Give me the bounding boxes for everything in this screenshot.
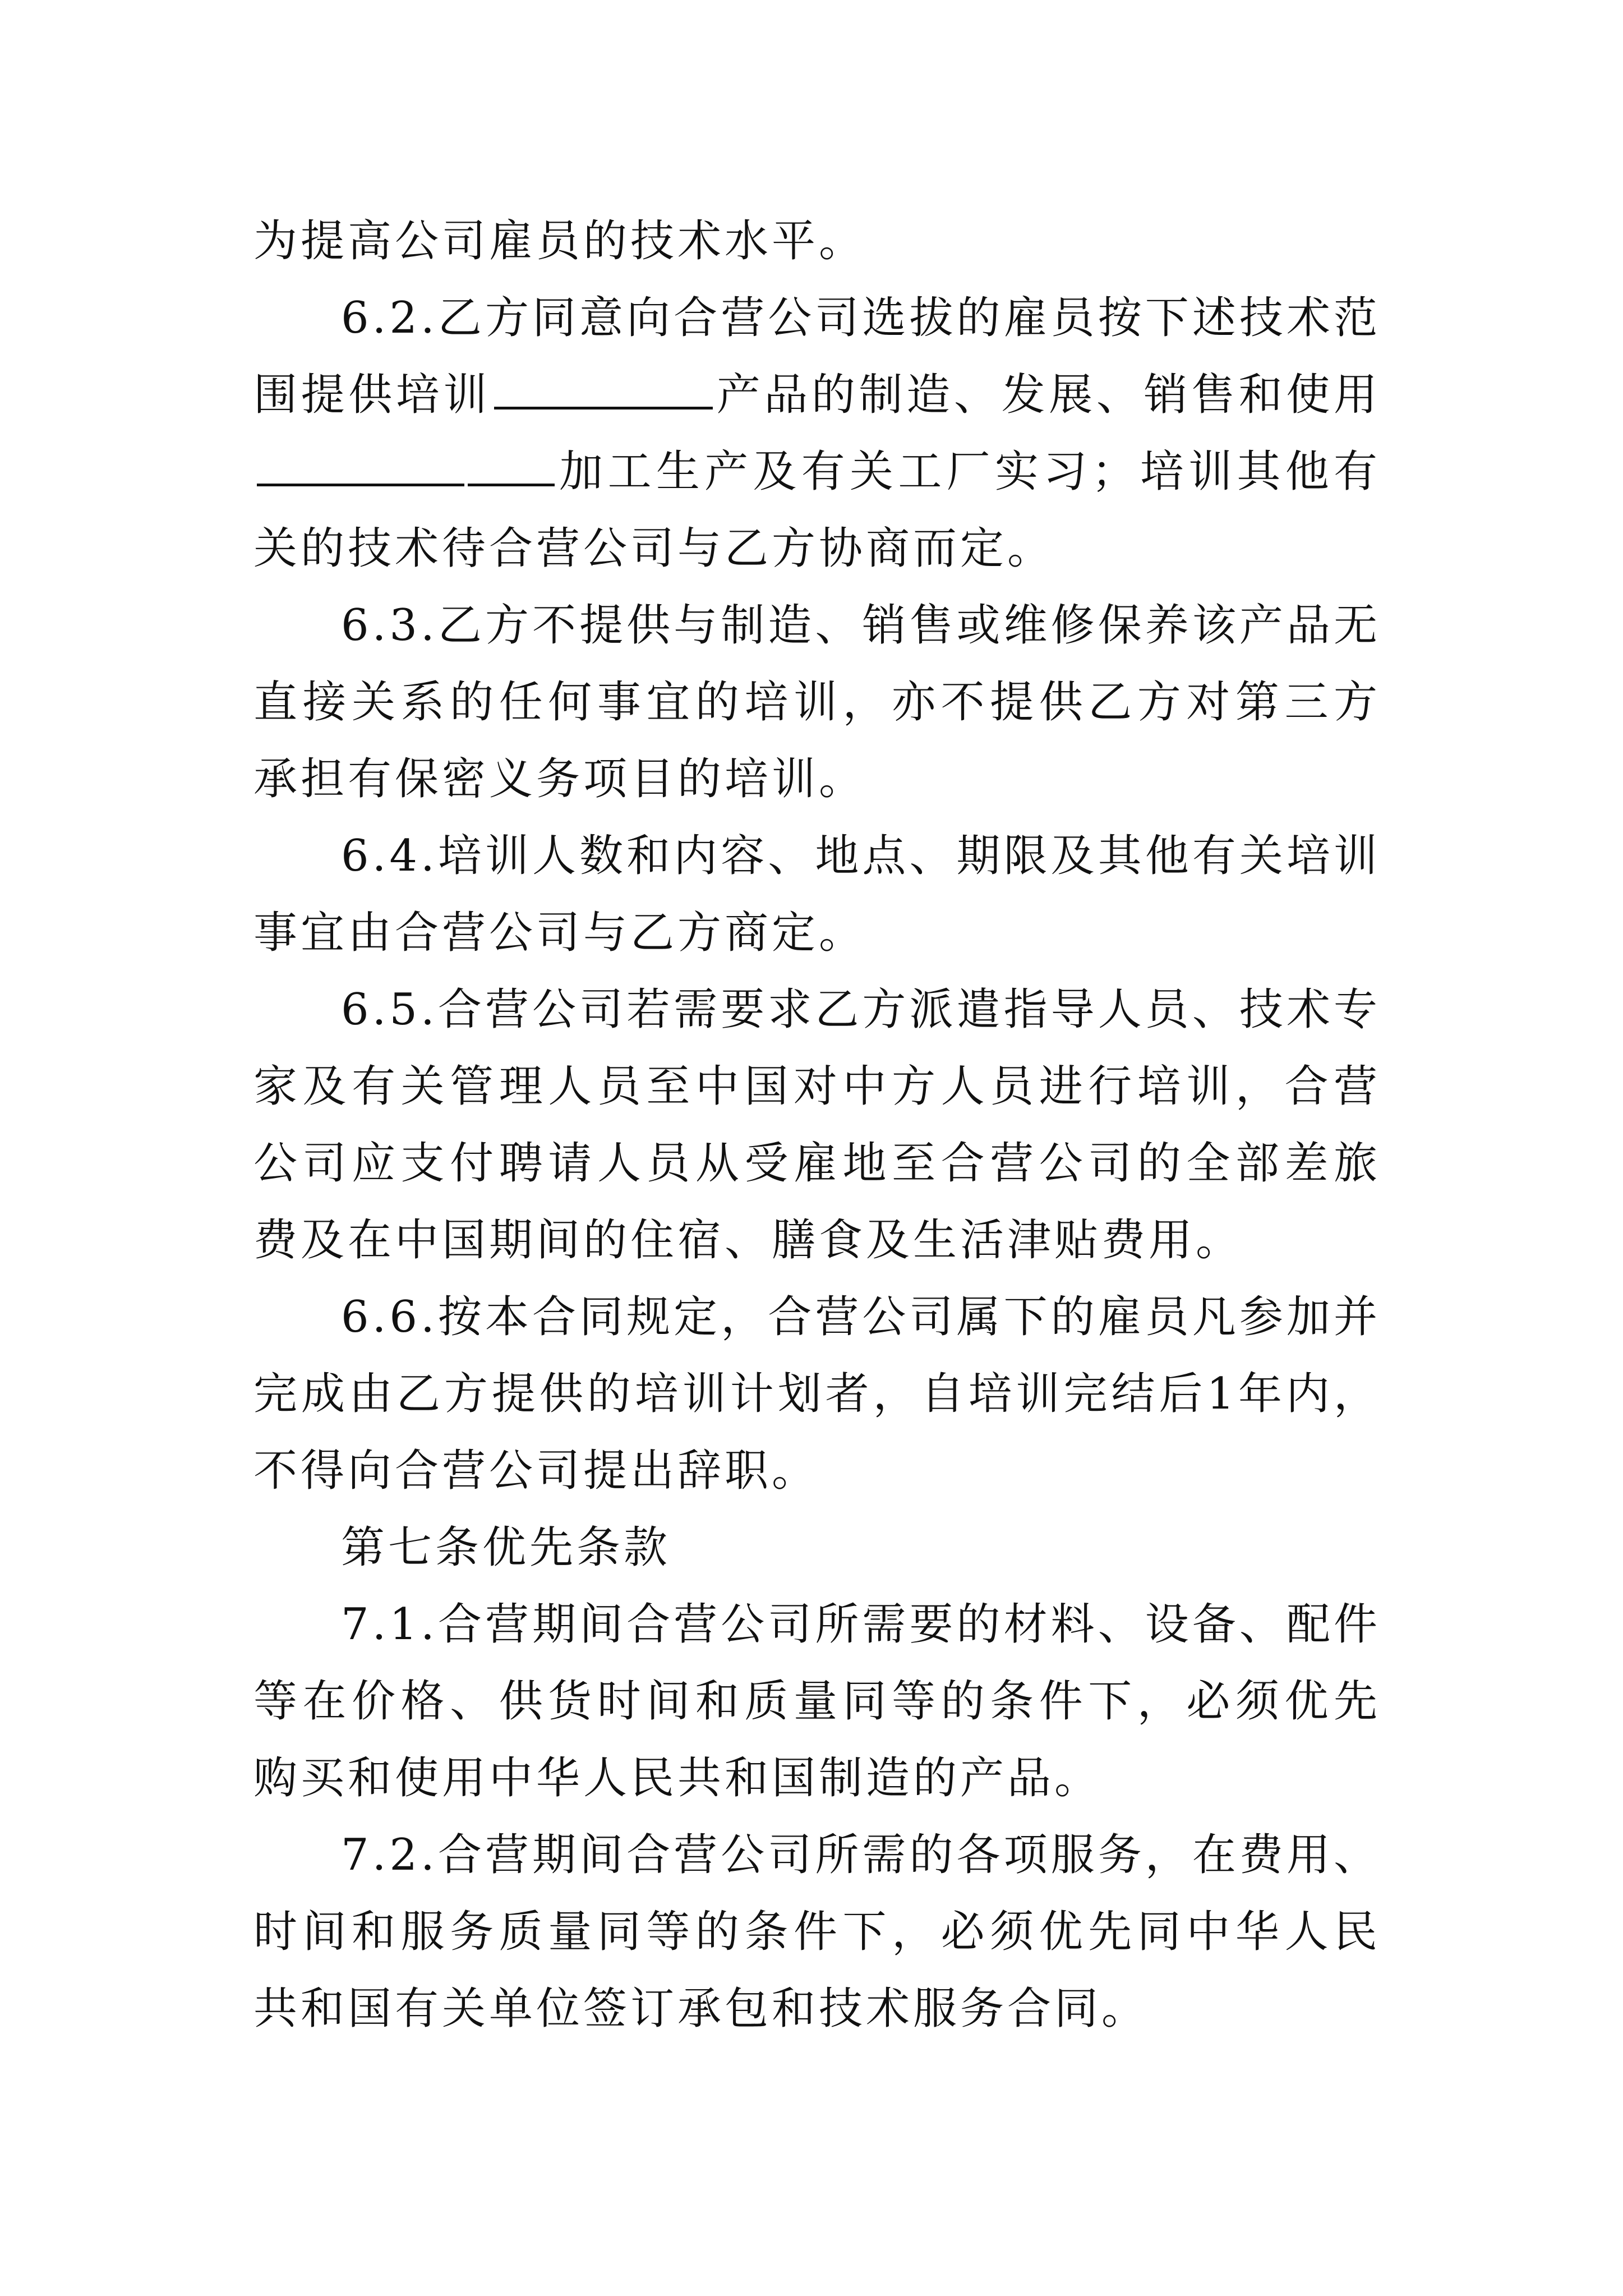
paragraph-6-3: 6.3.乙方不提供与制造、销售或维修保养该产品无直接关系的任何事宜的培训，亦不提供乙方对第三方承担有保密义务项目的培训。 bbox=[253, 600, 1381, 804]
paragraph-7-1: 7.1.合营期间合营公司所需要的材料、设备、配件等在价格、供货时间和质量同等的条件下，必须优先购买和使用中华人民共和国制造的产品。 bbox=[253, 1599, 1381, 1803]
fill-in-blank-2[interactable] bbox=[257, 442, 464, 486]
fill-in-blank-2-continued[interactable] bbox=[468, 442, 555, 486]
section-heading-article-7: 第七条优先条款 bbox=[341, 1522, 671, 1573]
paragraph-6-5: 6.5.合营公司若需要求乙方派遣指导人员、技术专家及有关管理人员至中国对中方人员进行培训，合营公司应支付聘请人员从受雇地至合营公司的全部差旅费及在中国期间的住宿、膳食及生活津贴费用。 bbox=[253, 984, 1381, 1266]
paragraph-6-6: 6.6.按本合同规定，合营公司属下的雇员凡参加并完成由乙方提供的培训计划者，自培训完结后1年内，不得向合营公司提出辞职。 bbox=[253, 1292, 1381, 1496]
document-body bbox=[253, 203, 1381, 2047]
paragraph-7-2: 7.2.合营期间合营公司所需的各项服务，在费用、时间和服务质量同等的条件下，必须优先同中华人民共和国有关单位签订承包和技术服务合同。 bbox=[253, 1830, 1381, 2034]
fill-in-blank-1[interactable] bbox=[494, 365, 713, 409]
paragraph-6-2-part1: 6.2.乙方同意向合营公司选拔的雇员按下述技术范围提供培训 bbox=[253, 293, 1381, 420]
paragraph-6-2 bbox=[253, 280, 1381, 587]
paragraph-6-4: 6.4.培训人数和内容、地点、期限及其他有关培训事宜由合营公司与乙方商定。 bbox=[253, 831, 1381, 958]
paragraph-continuation: 为提高公司雇员的技术水平。 bbox=[253, 216, 866, 266]
paragraph-6-2-part2: 产品的制造、发展、销售和使用 bbox=[716, 370, 1381, 420]
paragraph-6-2-part3: 加工生产及有关工厂实习；培训其他有关的技术待合营公司与乙方协商而定。 bbox=[253, 447, 1381, 574]
